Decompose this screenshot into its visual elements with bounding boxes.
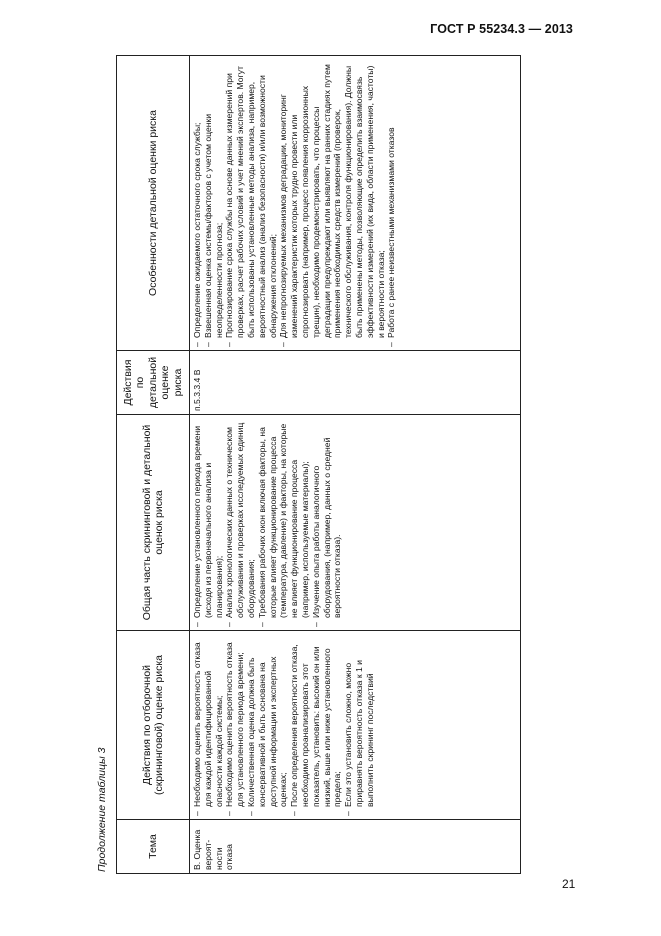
list-item: – Работа с ранее неизвестными механизмами отказов: [386, 59, 397, 347]
table-row: [190, 56, 521, 874]
list-item: – Необходимо оценить вероятность отказа для установленного периода времени;: [224, 634, 246, 816]
list-item: – Анализ хронологических данных о техническом обслуживании и проверках исследуемых единиц оборудования;: [224, 418, 256, 627]
list-item: – Количественная оценка должна быть консервативной и быть основана на доступной информации и экспертных оценках;: [246, 634, 289, 816]
rotated-table-page: [92, 56, 528, 874]
cell-screening: [190, 631, 521, 820]
document-code: ГОСТ Р 55234.3 — 2013: [430, 22, 573, 36]
list-item: – Требования рабочих окон включая факторы, на которые влияет функционирование процесса (температура, давление) и факторы, на которые не влияет функционирование процесса (например, используемые материалы);: [257, 418, 311, 627]
cell-general: [190, 415, 521, 631]
list-item: – Для непрогнозируемых механизмов деградации, мониторинг изменений характеристик которых трудно провести или спрогнозировать (например, процесс появления коррозионных трещин), необходимо продемонстрировать, что процессы деградации предупреждают или выявляют на ранних стадиях путем применения необходимых средств измерений (проверок, технического обслуживания, контроля функционирования). Должны быть применены методы, позволяющие определить взаимосвязь эффективности измерений (их вида, области применения, частоты) и вероятности отказа;: [278, 59, 386, 347]
list-item: – Взвешенная оценка системы/факторов с учетом оценки неопределенности прогноза;: [203, 59, 225, 347]
cell-detailed: [190, 351, 521, 415]
features-list: [192, 59, 397, 347]
topic-text: В. Оценка вероят-ности отказа: [192, 829, 235, 870]
screening-list: [192, 634, 376, 816]
header-screening-actions: Действия по отборочной (скрининговой) оценке риска: [117, 631, 190, 820]
page-number: 21: [562, 877, 576, 891]
list-item: – Определение ожидаемого остаточного срока службы;: [192, 59, 203, 347]
list-item: – Определение установленного периода времени (исходя из первоначального анализа и планирования);: [192, 418, 224, 627]
table-header-row: [117, 56, 190, 874]
header-topic: Тема: [117, 820, 190, 874]
cell-topic: [190, 820, 521, 874]
risk-assessment-table: [116, 55, 521, 874]
list-item: – Если это установить сложно, можно приравнять вероятность отказа к 1 и выполнить скрининг последствий: [343, 634, 375, 816]
header-detailed-actions: Действия по детальной оценке риска: [117, 351, 190, 415]
list-item: – Прогнозирование срока службы на основе данных измерений при проверках, расчет рабочих условий и учет мнений экспертов. Могут быть использованы установленные методы анализа, например, вероятностный анализ (анализ безопасности) и/или возможности обнаружения отклонений;: [224, 59, 278, 347]
general-list: [192, 418, 343, 627]
list-item: – Необходимо оценить вероятность отказа для каждой идентифицированной опасности каждой системы;: [192, 634, 224, 816]
clause-reference: п.5.3.3.4 В: [192, 369, 202, 411]
header-general-part: Общая часть скрининговой и детальной оценок риска: [117, 415, 190, 631]
header-detailed-features: Особенности детальной оценки риска: [117, 56, 190, 351]
list-item: – После определения вероятности отказа, необходимо проанализировать этот показатель, установить: высокий он или низкий, выше или ниже установленного предела;: [289, 634, 343, 816]
cell-features: [190, 56, 521, 351]
list-item: – Изучение опыта работы аналогичного оборудования, (например, данных о средней вероятности отказа).: [311, 418, 343, 627]
table-caption: Продолжение таблицы 3: [96, 747, 108, 872]
